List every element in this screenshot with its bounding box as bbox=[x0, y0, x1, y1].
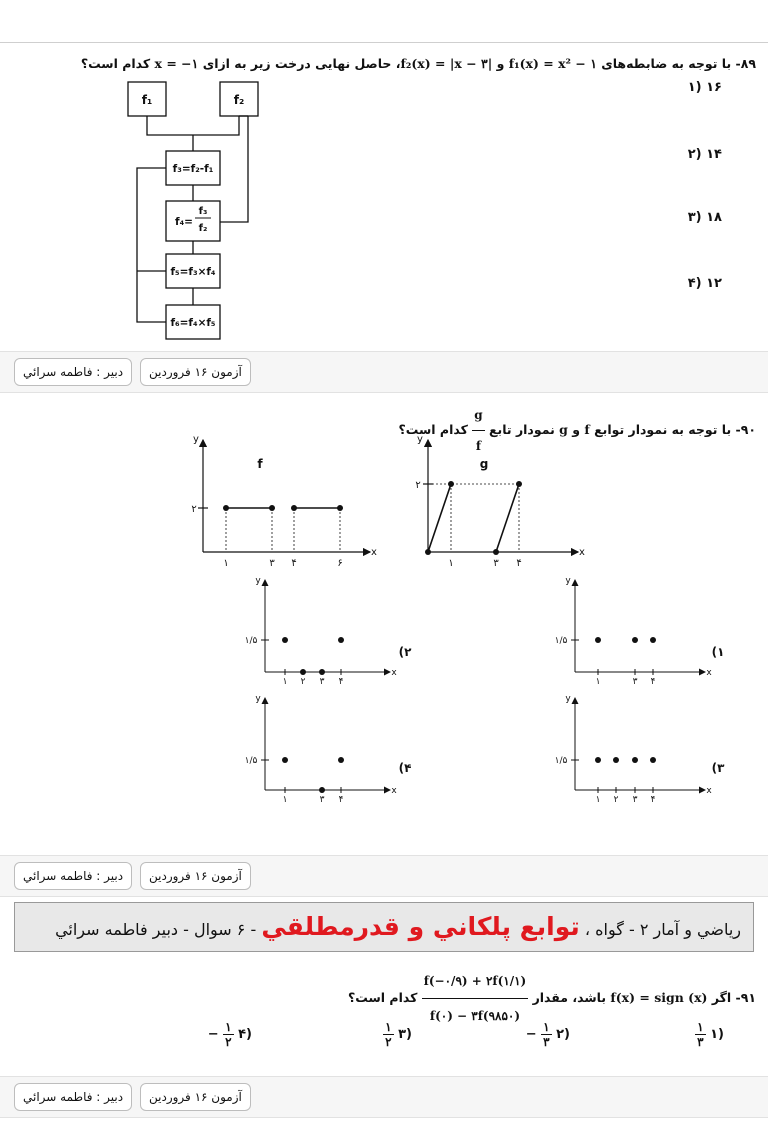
exam-date-chip[interactable]: آزمون ۱۶ فروردین bbox=[140, 862, 251, 890]
svg-text:۳: ۳ bbox=[269, 558, 275, 569]
q90-option-4[interactable]: (۴ bbox=[398, 761, 412, 775]
q90-option-4-graph bbox=[261, 698, 390, 793]
q89-option-1[interactable]: ۱۶ (۱ bbox=[687, 80, 722, 95]
graph-g bbox=[423, 440, 578, 555]
q90-option-1[interactable]: (۱ bbox=[711, 645, 725, 659]
svg-text:۱: ۱ bbox=[595, 677, 601, 687]
section-banner bbox=[14, 902, 754, 952]
svg-text:۱: ۱ bbox=[595, 795, 601, 805]
svg-text:x: x bbox=[391, 786, 397, 796]
banner-suffix: - ۶ سوال - دبير فاطمه سرائي bbox=[55, 920, 257, 939]
svg-text:g: g bbox=[479, 457, 489, 471]
svg-text:۴: ۴ bbox=[291, 558, 297, 569]
svg-text:۲: ۲ bbox=[191, 504, 197, 515]
teacher-chip[interactable]: دبیر : فاطمه سرائي bbox=[14, 862, 132, 890]
q91-option-2[interactable]: (۲ $\frac{۱}{۳}$ − bbox=[525, 1020, 570, 1049]
svg-text:۴: ۴ bbox=[516, 558, 522, 569]
tree-label-f3: f₃=f₂-f₁ bbox=[172, 163, 214, 175]
svg-text:y: y bbox=[255, 694, 261, 704]
tree-label-f4-left: f₄= bbox=[175, 216, 193, 228]
tree-label-f4-num: f₃ bbox=[198, 206, 208, 217]
teacher-chip[interactable]: دبیر : فاطمه سرائي bbox=[14, 358, 132, 386]
tree-label-f5: f₅=f₃×f₄ bbox=[170, 266, 216, 278]
q89-option-4[interactable]: ۱۲ (۴ bbox=[687, 276, 722, 291]
banner-prefix: رياضي و آمار ۲ - گواه ، bbox=[584, 920, 741, 939]
q91-option-4[interactable]: (۴ $\frac{۱}{۲}$ − bbox=[207, 1020, 252, 1049]
function-tree-diagram bbox=[0, 0, 768, 350]
graph-f bbox=[198, 440, 370, 552]
q89-option-2[interactable]: ۱۴ (۲ bbox=[687, 147, 722, 162]
svg-text:۲: ۲ bbox=[613, 795, 619, 805]
question-91-text: ۹۱- اگر f(x) = sign (x) باشد، مقدار $\frac{f(-۰/۹) + ۲f(۱/۱)}{f(۰) - ۳f(۹۸۵۰)}$ کدام است؟ bbox=[348, 964, 756, 1033]
svg-text:x: x bbox=[391, 668, 397, 678]
question-91-footer bbox=[0, 1076, 768, 1118]
svg-text:۴: ۴ bbox=[338, 677, 344, 687]
tree-label-f2: f₂ bbox=[233, 93, 245, 107]
svg-text:۳: ۳ bbox=[632, 795, 638, 805]
q90-option-1-graph bbox=[571, 580, 705, 675]
q91-expression-fraction: $\frac{f(-۰/۹) + ۲f(۱/۱)}{f(۰) - ۳f(۹۸۵۰)}$ bbox=[422, 964, 529, 1033]
svg-text:۴: ۴ bbox=[650, 677, 656, 687]
q90-option-2[interactable]: (۲ bbox=[398, 645, 412, 659]
svg-text:۱: ۱ bbox=[223, 558, 229, 569]
question-90-footer bbox=[0, 855, 768, 897]
svg-text:۳: ۳ bbox=[493, 558, 499, 569]
svg-text:۳: ۳ bbox=[319, 795, 325, 805]
svg-text:۱: ۱ bbox=[448, 558, 454, 569]
q91-option-3[interactable]: (۳ $\frac{۱}{۲}$ bbox=[385, 1020, 412, 1049]
svg-text:۱: ۱ bbox=[282, 677, 288, 687]
svg-text:۴: ۴ bbox=[338, 795, 344, 805]
banner-topic: توابع پلکاني و قدرمطلقي bbox=[261, 912, 580, 941]
svg-text:x: x bbox=[706, 786, 712, 796]
q90-graphs bbox=[0, 420, 768, 860]
question-89-footer bbox=[0, 351, 768, 393]
svg-text:۲: ۲ bbox=[300, 677, 306, 687]
exam-date-chip[interactable]: آزمون ۱۶ فروردین bbox=[140, 358, 251, 386]
q90-option-3-graph bbox=[571, 698, 705, 793]
svg-text:۱/۵: ۱/۵ bbox=[554, 756, 568, 766]
exam-date-chip[interactable]: آزمون ۱۶ فروردین bbox=[140, 1083, 251, 1111]
svg-text:۱: ۱ bbox=[282, 795, 288, 805]
tree-label-f1: f₁ bbox=[141, 93, 153, 107]
svg-text:x: x bbox=[371, 547, 377, 558]
svg-text:۲: ۲ bbox=[415, 480, 421, 491]
q90-option-2-graph bbox=[261, 580, 390, 675]
svg-text:۱/۵: ۱/۵ bbox=[244, 756, 258, 766]
svg-text:y: y bbox=[565, 576, 571, 586]
svg-text:۶: ۶ bbox=[337, 558, 343, 569]
q89-option-3[interactable]: ۱۸ (۳ bbox=[687, 210, 722, 225]
svg-text:۴: ۴ bbox=[650, 795, 656, 805]
question-90-text: ۹۰- با توجه به نمودار توابع f و g نمودار تابع $\frac{g}{f}$ کدام است؟ bbox=[399, 400, 756, 461]
svg-text:x: x bbox=[706, 668, 712, 678]
svg-text:۳: ۳ bbox=[319, 677, 325, 687]
svg-text:y: y bbox=[565, 694, 571, 704]
svg-text:۱/۵: ۱/۵ bbox=[554, 636, 568, 646]
svg-text:۱/۵: ۱/۵ bbox=[244, 636, 258, 646]
svg-text:y: y bbox=[417, 434, 423, 445]
teacher-chip[interactable]: دبیر : فاطمه سرائي bbox=[14, 1083, 132, 1111]
g-over-f-fraction: $\frac{g}{f}$ bbox=[472, 400, 484, 461]
q91-option-1[interactable]: (۱ $\frac{۱}{۳}$ bbox=[697, 1020, 724, 1049]
tree-label-f6: f₆=f₄×f₅ bbox=[170, 317, 216, 329]
svg-text:y: y bbox=[255, 576, 261, 586]
svg-text:y: y bbox=[193, 434, 199, 445]
tree-label-f4-den: f₂ bbox=[198, 223, 208, 234]
svg-text:f: f bbox=[257, 457, 263, 471]
q90-option-3[interactable]: (۳ bbox=[711, 761, 725, 775]
svg-text:x: x bbox=[579, 547, 585, 558]
svg-text:۳: ۳ bbox=[632, 677, 638, 687]
question-89-text: ۸۹- با توجه به ضابطه‌های f₁(x) = x² − ۱ و f₂(x) = |x − ۳|، حاصل نهایی درخت زیر به ازای x = −۱ کدام است؟ bbox=[80, 56, 756, 71]
